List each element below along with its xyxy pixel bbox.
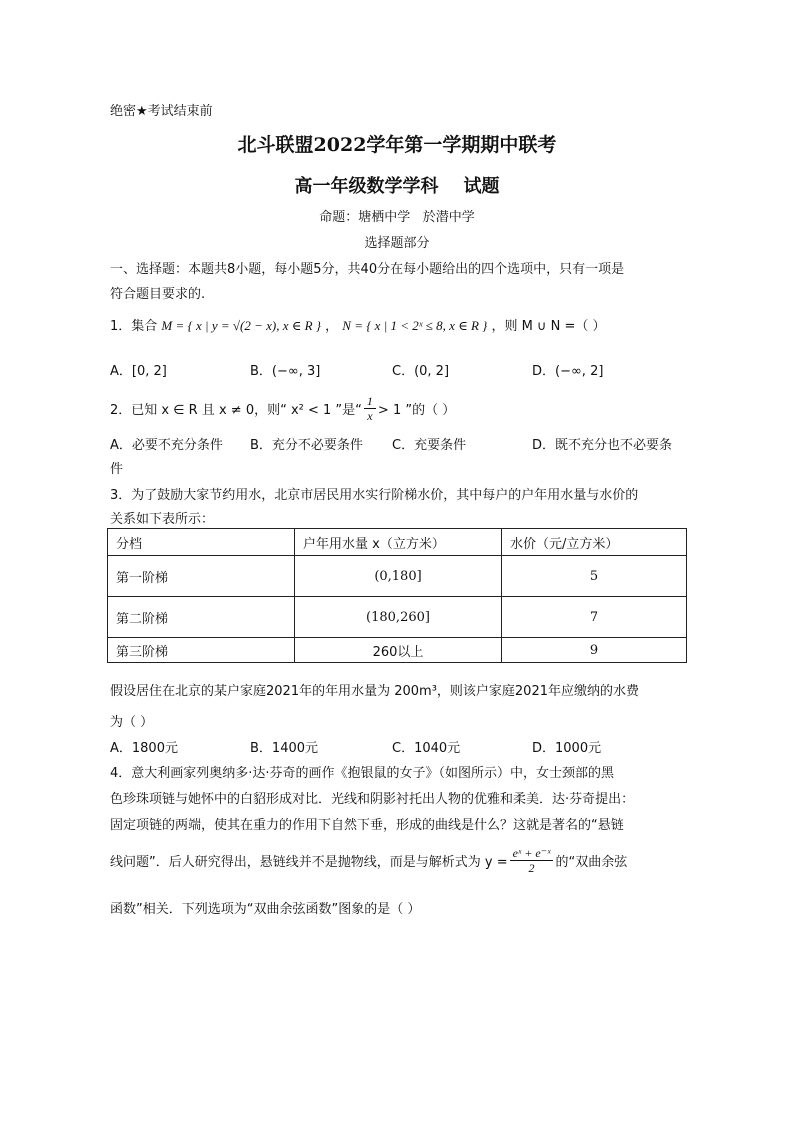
exam-subtitle: 高一年级数学学科 试题 xyxy=(294,176,500,197)
q4-line4-pre: 线问题”．后人研究得出，悬链线并不是抛物线，而是与解析式为 y = xyxy=(110,855,508,870)
table-header-row xyxy=(108,529,687,556)
q1-option-d: D．(−∞, 2] xyxy=(532,364,604,379)
exam-authors: 命题：塘栖中学 於潜中学 xyxy=(319,210,475,225)
q1-separator: ， xyxy=(325,319,339,334)
q2-option-b: B．充分不必要条件 xyxy=(250,438,363,453)
question-1-stem xyxy=(110,315,606,334)
q1-set-n: N = { x | 1 < 2ˣ ≤ 8, x ∈ R } xyxy=(342,318,488,333)
q1-option-b: B．(−∞, 3] xyxy=(250,364,321,379)
q2-option-c: C．充要条件 xyxy=(392,438,467,453)
table-cell: 5 xyxy=(502,556,687,597)
table-cell: 第一阶梯 xyxy=(108,556,295,597)
q1-number: 1．集合 xyxy=(110,319,158,334)
q2-option-d-wrap: 件 xyxy=(110,462,124,477)
q2-post: > 1 ”的（ ） xyxy=(377,403,456,418)
q1-option-a: A．[0, 2] xyxy=(110,364,167,379)
section1-intro-line1: 一、选择题：本题共8小题，每小题5分，共40分在每小题给出的四个选项中，只有一项是 xyxy=(110,262,625,277)
q1-set-m: M = { x | y = √(2 − x), x ∈ R } xyxy=(161,318,321,333)
table-header-cell: 分档 xyxy=(108,529,295,556)
q3-option-d: D．1000元 xyxy=(532,741,602,756)
section-part-label: 选择题部分 xyxy=(364,236,430,251)
q3-option-b: B．1400元 xyxy=(250,741,319,756)
table-cell: 第二阶梯 xyxy=(108,597,295,638)
question-3-line2: 关系如下表所示： xyxy=(110,512,215,527)
table-row xyxy=(108,556,687,597)
question-3-line1: 3．为了鼓励大家节约用水，北京市居民用水实行阶梯水价，其中每户的户年用水量与水价的 xyxy=(110,488,639,503)
q2-fraction-num: 1 xyxy=(364,394,376,409)
q4-fraction-num: eˣ + e⁻ˣ xyxy=(510,846,554,861)
table-cell: 260以上 xyxy=(295,638,502,663)
table-row xyxy=(108,597,687,638)
exam-title: 北斗联盟2022学年第一学期期中联考 xyxy=(237,134,557,156)
q2-pre: 2．已知 x ∈ R 且 x ≠ 0，则“ x² < 1 ”是“ xyxy=(110,403,362,418)
water-price-table xyxy=(107,528,687,663)
q4-fraction xyxy=(510,846,554,875)
table-header-cell: 水价（元/立方米） xyxy=(502,529,687,556)
top-secret-label: 绝密★考试结束前 xyxy=(110,104,213,119)
q2-option-a: A．必要不充分条件 xyxy=(110,438,223,453)
section1-intro-line2: 符合题目要求的. xyxy=(110,287,206,302)
table-row xyxy=(108,638,687,663)
q2-option-d: D．既不充分也不必要条 xyxy=(532,438,673,453)
table-cell: (0,180] xyxy=(295,556,502,597)
question-4-line2: 色珍珠项链与她怀中的白貂形成对比．光线和阴影衬托出人物的优雅和柔美．达·芬奇提出： xyxy=(110,792,635,807)
question-4-line5: 函数”相关．下列选项为“双曲余弦函数”图象的是（ ） xyxy=(110,902,421,917)
table-cell: 9 xyxy=(502,638,687,663)
q2-fraction-den: x xyxy=(367,409,373,423)
question-4-line1: 4．意大利画家列奥纳多·达·芬奇的画作《抱银鼠的女子》（如图所示）中，女士颈部的黑 xyxy=(110,766,615,781)
q4-fraction-den: 2 xyxy=(528,861,535,875)
question-2-stem xyxy=(110,394,455,423)
q3-option-a: A．1800元 xyxy=(110,741,178,756)
question-4-line3: 固定项链的两端，使其在重力的作用下自然下垂，形成的曲线是什么？这就是著名的“悬链 xyxy=(110,818,624,833)
question-4-line4 xyxy=(110,846,627,875)
table-cell: 7 xyxy=(502,597,687,638)
question-3-after1: 假设居住在北京的某户家庭2021年的年用水量为 200m³，则该户家庭2021年应缴纳的水费 xyxy=(110,684,639,699)
table-header-cell: 户年用水量 x（立方米） xyxy=(295,529,502,556)
q4-line4-post: 的“双曲余弦 xyxy=(555,855,628,870)
q1-ask: ，则 M ∪ N =（ ） xyxy=(491,319,606,334)
q1-option-c: C．(0, 2] xyxy=(392,364,450,379)
q3-option-c: C．1040元 xyxy=(392,741,461,756)
q2-fraction xyxy=(364,394,376,423)
table-cell: (180,260] xyxy=(295,597,502,638)
question-3-after2: 为（ ） xyxy=(110,715,154,730)
table-cell: 第三阶梯 xyxy=(108,638,295,663)
